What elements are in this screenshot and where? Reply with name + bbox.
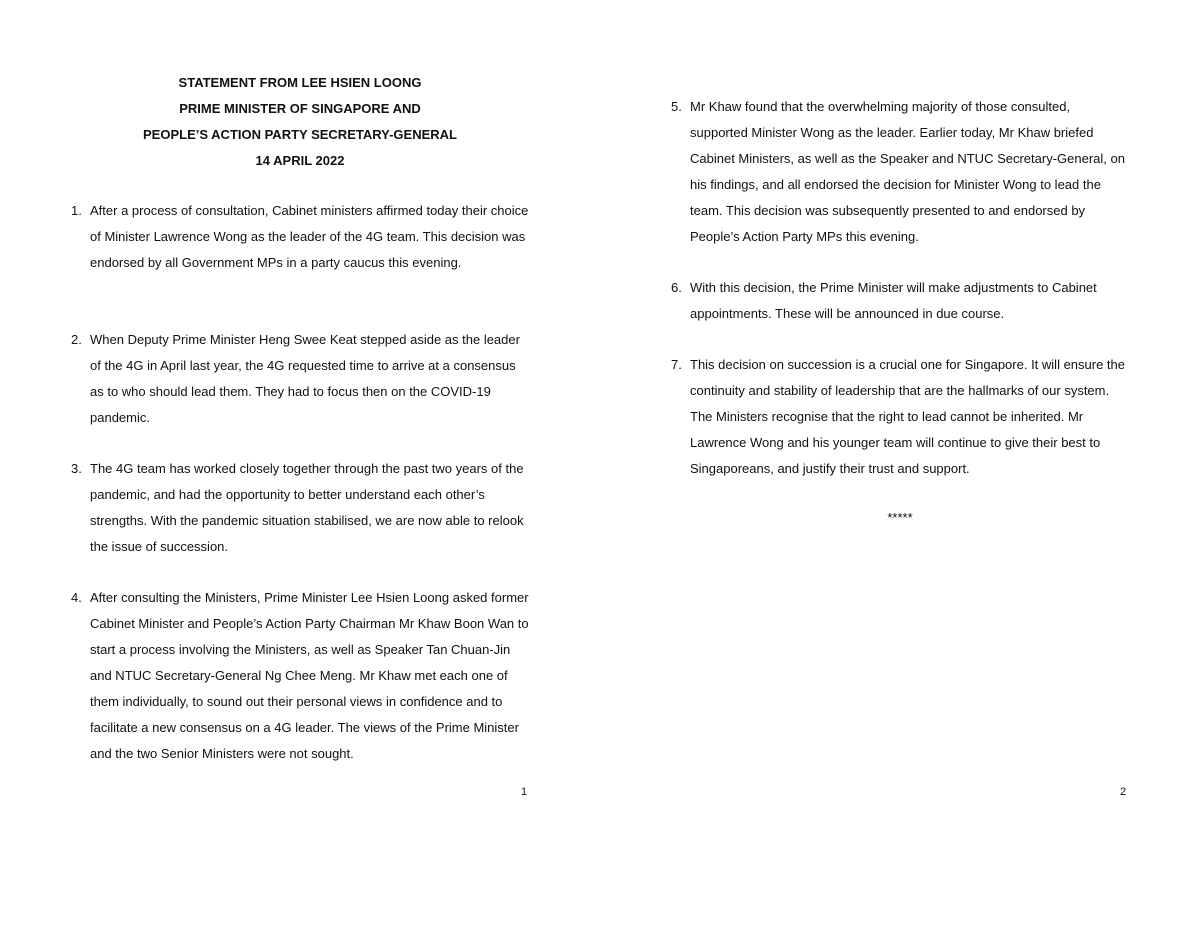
paragraph-text: This decision on succession is a crucial one for Singapore. It will ensure the continuity and stability of leadership that are the hallmarks of our system. The Ministers recognise that the right to lead cannot be inherited. Mr Lawrence Wong and his younger team will continue to give their best to Singaporeans, and justify their trust and support. (690, 357, 1125, 476)
paragraph-text: With this decision, the Prime Minister will make adjustments to Cabinet appointments. These will be announced in due course. (690, 280, 1097, 321)
paragraph-5 (671, 94, 1130, 250)
paragraph-4 (71, 585, 530, 767)
title-line-2: PRIME MINISTER OF SINGAPORE AND (179, 101, 421, 116)
paragraph-2 (71, 327, 530, 431)
paragraph-text: The 4G team has worked closely together through the past two years of the pandemic, and had the opportunity to better understand each other’s strengths. With the pandemic situation stabilised, we are now able to relook the issue of succession. (90, 461, 524, 554)
paragraph-number: 5. (671, 99, 682, 114)
page-2 (600, 0, 1200, 927)
paragraph-number: 2. (71, 332, 82, 347)
page-number: 1 (521, 786, 528, 798)
title-line-1: STATEMENT FROM LEE HSIEN LOONG (178, 75, 422, 90)
paragraph-text: Mr Khaw found that the overwhelming majority of those consulted, supported Minister Wong as the leader. Earlier today, Mr Khaw briefed Cabinet Ministers, as well as the Speaker and NTUC Secretary-General, on his findings, and all endorsed the decision for Minister Wong to lead the team. This decision was subsequently presented to and endorsed by People’s Action Party MPs this evening. (690, 99, 1125, 244)
paragraph-text: After a process of consultation, Cabinet ministers affirmed today their choice of Minister Lawrence Wong as the leader of the 4G team. This decision was endorsed by all Government MPs in a party caucus this evening. (90, 203, 529, 270)
statement-title (100, 70, 500, 174)
paragraph-text: After consulting the Ministers, Prime Minister Lee Hsien Loong asked former Cabinet Minister and People’s Action Party Chairman Mr Khaw Boon Wan to start a process involving the Ministers, as well as Speaker Tan Chuan-Jin and NTUC Secretary-General Ng Chee Meng. Mr Khaw met each one of them individually, to sound out their personal views in confidence and to facilitate a new consensus on a 4G leader. The views of the Prime Minister and the two Senior Ministers were not sought. (90, 590, 529, 761)
paragraph-number: 4. (71, 590, 82, 605)
page-number: 2 (1120, 786, 1127, 798)
paragraph-number: 1. (71, 203, 82, 218)
statement-date: 14 APRIL 2022 (255, 153, 345, 168)
end-marker: ***** (887, 510, 913, 525)
paragraph-number: 6. (671, 280, 682, 295)
paragraph-3 (71, 456, 530, 560)
paragraph-number: 7. (671, 357, 682, 372)
title-line-3: PEOPLE’S ACTION PARTY SECRETARY-GENERAL (143, 127, 457, 142)
paragraph-1 (71, 198, 530, 276)
paragraph-7 (671, 352, 1130, 482)
paragraph-number: 3. (71, 461, 82, 476)
paragraph-text: When Deputy Prime Minister Heng Swee Keat stepped aside as the leader of the 4G in April last year, the 4G requested time to arrive at a consensus as to who should lead them. They had to focus then on the COVID-19 pandemic. (90, 332, 520, 425)
paragraph-6 (671, 275, 1130, 327)
